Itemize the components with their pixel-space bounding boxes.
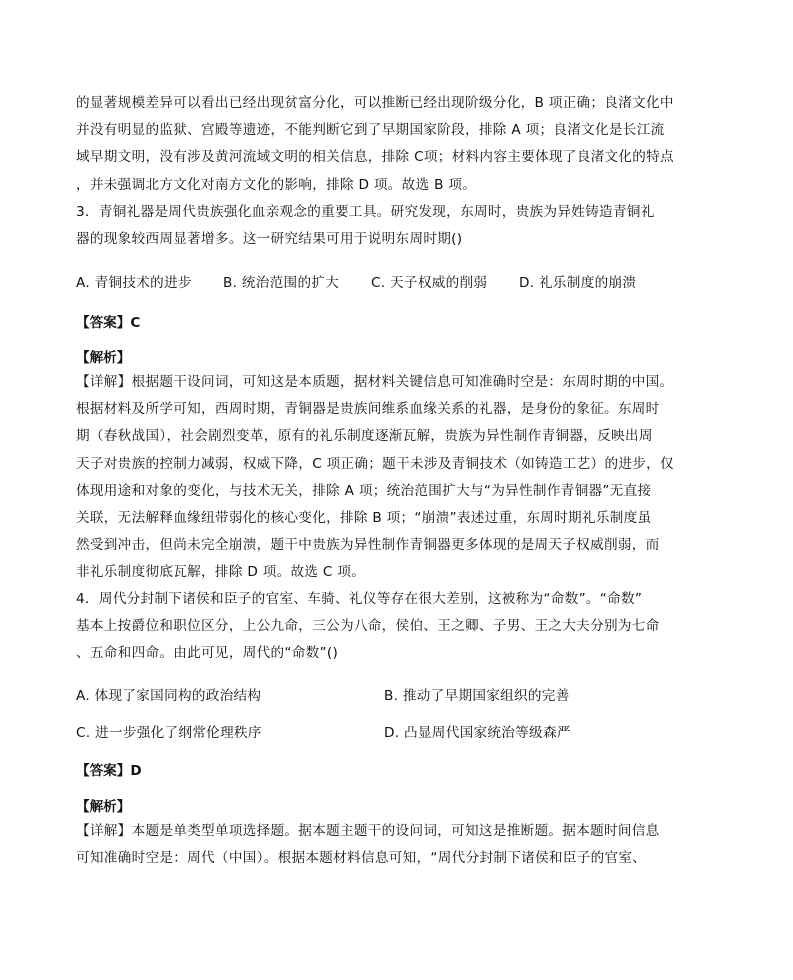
question-3-option-d: D. 礼乐制度的崩溃 xyxy=(519,275,637,291)
question-4-detail-line: 【详解】本题是单类型单项选择题。据本题主题干的设问词，可知这是推断题。据本题时间信息 xyxy=(76,823,660,839)
question-4-line: 4．周代分封制下诸侯和臣子的官室、车骑、礼仪等存在很大差别，这被称为“命数”。“命数” xyxy=(76,591,643,607)
intro-line: 的显著规模差异可以看出已经出现贫富分化，可以推断已经出现阶级分化，B 项正确；良渚文化中 xyxy=(76,95,674,111)
question-3-detail-line: 根据材料及所学可知，西周时期，青铜器是贵族间维系血缘关系的礼器，是身份的象征。东周时 xyxy=(76,401,660,418)
question-3-detail xyxy=(76,369,676,587)
question-4-option-a: A. 体现了家国同构的政治结构 xyxy=(76,688,262,704)
question-4-detail-line: 可知准确时空是：周代（中国）。根据本题材料信息可知，“周代分封制下诸侯和臣子的官室、 xyxy=(76,850,647,867)
question-3-detail-line: 关联，无法解释血缘纽带弱化的核心变化，排除 B 项；“崩溃”表述过重，东周时期礼乐制度虽 xyxy=(76,510,652,527)
question-3-option-a: A. 青铜技术的进步 xyxy=(76,275,192,291)
question-4-option-c: C. 进一步强化了纲常伦理秩序 xyxy=(76,725,262,741)
question-3-option-b: B. 统治范围的扩大 xyxy=(223,275,340,291)
question-3-detail-line: 非礼乐制度彻底瓦解，排除 D 项。故选 C 项。 xyxy=(76,564,366,581)
question-3-detail-line: 天子对贵族的控制力减弱，权威下降，C 项正确；题干未涉及青铜技术（如铸造工艺）的进步，仅 xyxy=(76,455,674,472)
intro-line: ，并未强调北方文化对南方文化的影响，排除 D 项。故选 B 项。 xyxy=(76,176,477,193)
question-3-detail-line: 期（春秋战国），社会剧烈变革，原有的礼乐制度逐渐瓦解，贵族为异性制作青铜器，反映出周 xyxy=(76,428,653,445)
question-3-line: 3．青铜礼器是周代贵族强化血亲观念的重要工具。研究发现，东周时，贵族为异姓铸造青铜礼 xyxy=(76,204,655,220)
intro-line: 域早期文明，没有涉及黄河流域文明的相关信息，排除 C项；材料内容主要体现了良渚文化的特点 xyxy=(76,149,674,166)
question-4-analysis-label: 【解析】 xyxy=(76,799,131,815)
question-4-detail xyxy=(76,818,676,872)
question-4-option-b: B. 推动了早期国家组织的完善 xyxy=(384,688,570,704)
question-4-line: 基本上按爵位和职位区分，上公九命，三公为八命，侯伯、王之卿、子男、王之大夫分别为七命 xyxy=(76,618,660,635)
question-4-answer: 【答案】D xyxy=(76,763,142,779)
question-3-option-c: C. 天子权威的削弱 xyxy=(371,275,488,291)
question-4-line: 、五命和四命。由此可见，周代的“命数”() xyxy=(76,645,339,662)
question-3-detail-line: 【详解】根据题干设问词，可知这是本质题，据材料关键信息可知准确时空是：东周时期的中国。 xyxy=(76,374,674,390)
question-3-answer: 【答案】C xyxy=(76,315,141,331)
intro-line: 并没有明显的监狱、宫殿等遗迹，不能判断它到了早期国家阶段，排除 A 项；良渚文化是长江流 xyxy=(76,122,665,139)
question-4-option-d: D. 凸显周代国家统治等级森严 xyxy=(384,725,571,741)
intro-paragraph xyxy=(76,90,676,199)
question-3-line: 器的现象较西周显著增多。这一研究结果可用于说明东周时期() xyxy=(76,231,463,248)
question-3-stem xyxy=(76,199,676,253)
question-3-analysis-label: 【解析】 xyxy=(76,350,131,366)
question-3-detail-line: 体现用途和对象的变化，与技术无关，排除 A 项；统治范围扩大与“为异性制作青铜器”无直接 xyxy=(76,482,652,499)
question-3-detail-line: 然受到冲击，但尚未完全崩溃，题干中贵族为异性制作青铜器更多体现的是周天子权威削弱，而 xyxy=(76,537,660,554)
question-4-stem xyxy=(76,586,676,668)
